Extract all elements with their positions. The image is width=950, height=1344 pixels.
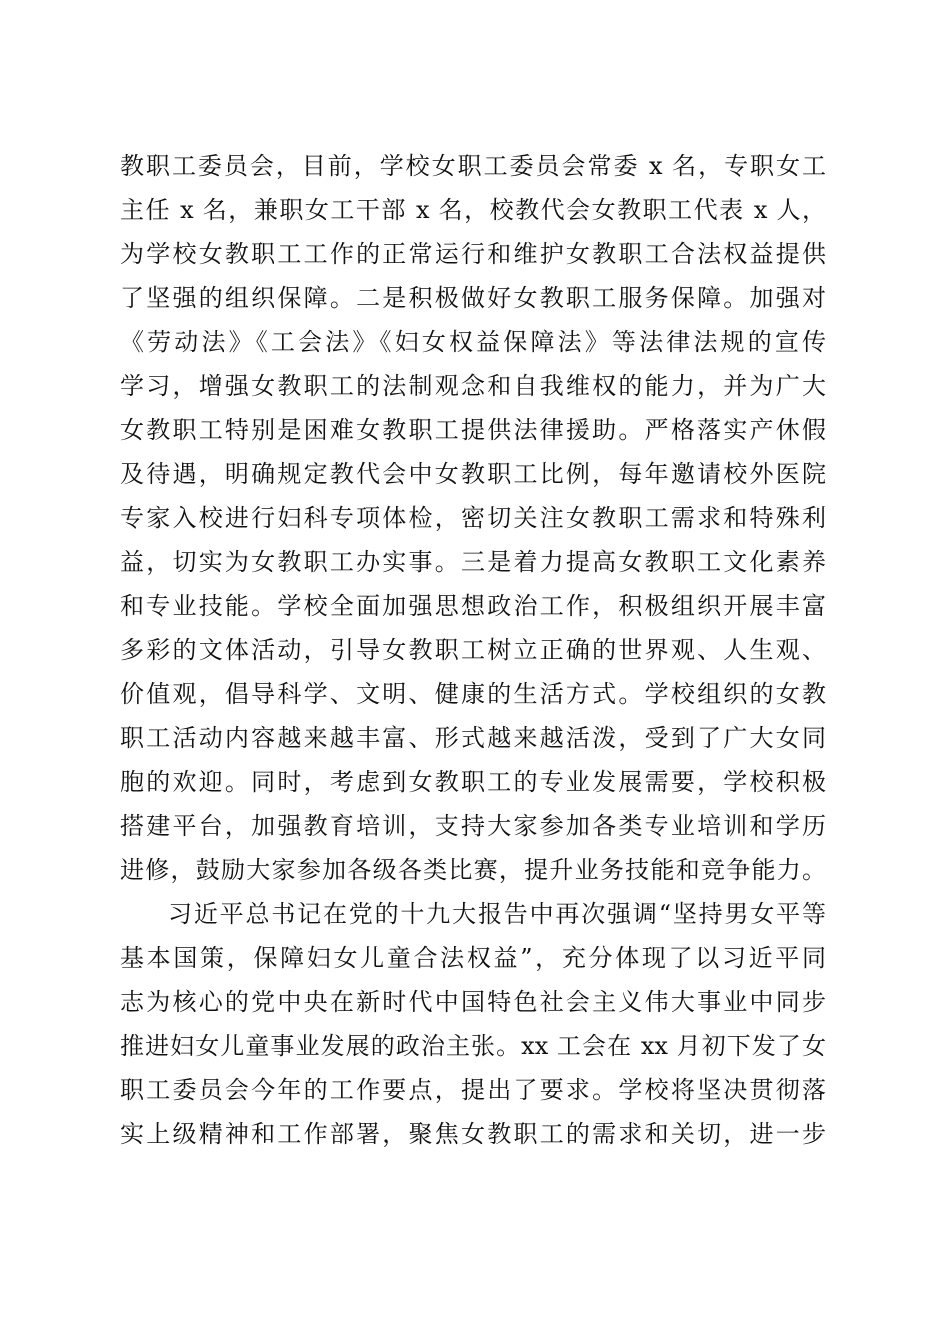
paragraph-1-line-6: 学习，增强女教职工的法制观念和自我维权的能力，并为广大 bbox=[120, 372, 826, 400]
paragraph-1-line-12: 多彩的文体活动，引导女教职工树立正确的世界观、人生观、 bbox=[120, 636, 826, 664]
paragraph-2-line-1: 习近平总书记在党的十九大报告中再次强调“坚持男女平等 bbox=[168, 900, 826, 928]
paragraph-1-line-13: 价值观，倡导科学、文明、健康的生活方式。学校组织的女教 bbox=[120, 680, 826, 708]
paragraph-1-line-10: 益，切实为女教职工办实事。三是着力提高女教职工文化素养 bbox=[120, 548, 826, 576]
paragraph-2-line-6: 实上级精神和工作部署，聚焦女教职工的需求和关切，进一步 bbox=[120, 1120, 826, 1148]
paragraph-1-line-4: 了坚强的组织保障。二是积极做好女教职工服务保障。加强对 bbox=[120, 284, 826, 312]
paragraph-1-line-5: 《劳动法》《工会法》《妇女权益保障法》等法律法规的宣传 bbox=[120, 328, 826, 356]
paragraph-1-line-2: 主任 x 名，兼职女工干部 x 名，校教代会女教职工代表 x 人， bbox=[120, 196, 826, 224]
paragraph-1-line-11: 和专业技能。学校全面加强思想政治工作，积极组织开展丰富 bbox=[120, 592, 826, 620]
paragraph-1-line-15: 胞的欢迎。同时，考虑到女教职工的专业发展需要，学校积极 bbox=[120, 768, 826, 796]
paragraph-1-line-8: 及待遇，明确规定教代会中女教职工比例，每年邀请校外医院 bbox=[120, 460, 826, 488]
paragraph-2-line-2: 基本国策，保障妇女儿童合法权益”，充分体现了以习近平同 bbox=[120, 944, 826, 972]
paragraph-1-line-17: 进修，鼓励大家参加各级各类比赛，提升业务技能和竞争能力。 bbox=[120, 856, 826, 884]
paragraph-2-line-4: 推进妇女儿童事业发展的政治主张。xx 工会在 xx 月初下发了女 bbox=[120, 1032, 826, 1060]
paragraph-1-line-16: 搭建平台，加强教育培训，支持大家参加各类专业培训和学历 bbox=[120, 812, 826, 840]
paragraph-1-line-3: 为学校女教职工工作的正常运行和维护女教职工合法权益提供 bbox=[120, 240, 826, 268]
paragraph-1-line-9: 专家入校进行妇科专项体检，密切关注女教职工需求和特殊利 bbox=[120, 504, 826, 532]
paragraph-2-line-5: 职工委员会今年的工作要点，提出了要求。学校将坚决贯彻落 bbox=[120, 1076, 826, 1104]
paragraph-1-line-1: 教职工委员会，目前，学校女职工委员会常委 x 名，专职女工 bbox=[120, 152, 826, 180]
paragraph-2-line-3: 志为核心的党中央在新时代中国特色社会主义伟大事业中同步 bbox=[120, 988, 826, 1016]
paragraph-1-line-14: 职工活动内容越来越丰富、形式越来越活泼，受到了广大女同 bbox=[120, 724, 826, 752]
paragraph-1-line-7: 女教职工特别是困难女教职工提供法律援助。严格落实产休假 bbox=[120, 416, 826, 444]
